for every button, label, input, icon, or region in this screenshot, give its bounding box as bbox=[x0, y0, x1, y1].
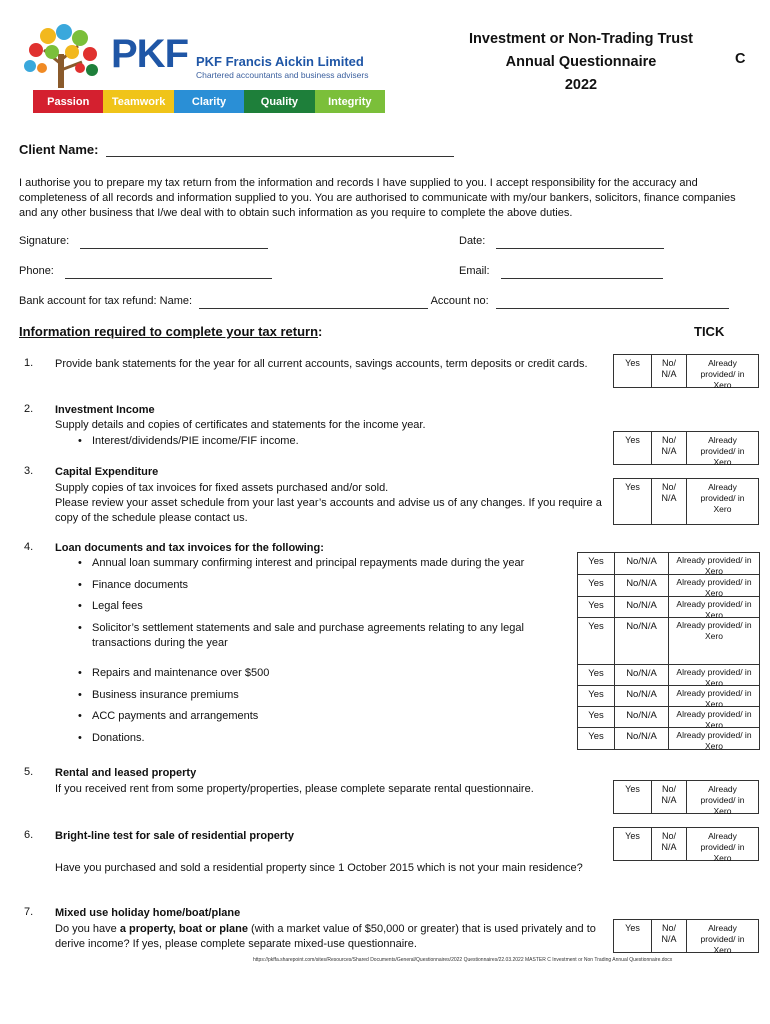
item-6-tick-boxes bbox=[613, 827, 759, 861]
tick-yes[interactable]: Yes bbox=[614, 355, 652, 387]
item-3-line-1: Supply copies of tax invoices for fixed assets purchased and/or sold. bbox=[55, 482, 389, 494]
footer-path: https://pkffa.sharepoint.com/sites/Resources/Shared Documents/General/Questionnaires/2022 Questionnaires/22.03.2022 MASTER C Investment or Non Trading Annual Questionnaire.docx bbox=[253, 957, 673, 963]
tick-already-provided[interactable]: Already provided/ in Xero bbox=[700, 831, 745, 863]
tree-logo-icon bbox=[22, 24, 100, 90]
tick-already-provided[interactable]: Already provided/ in Xero bbox=[700, 923, 745, 955]
value-teamwork: Teamwork bbox=[103, 90, 173, 113]
tick-already-provided[interactable]: Already provided/ in Xero bbox=[676, 688, 752, 709]
list-item: • Business insurance premiums bbox=[55, 688, 572, 703]
list-item: • Interest/dividends/PIE income/FIF income. bbox=[55, 434, 299, 449]
value-clarity: Clarity bbox=[174, 90, 244, 113]
date-row bbox=[459, 234, 664, 249]
item-6-text: Have you purchased and sold a residential property since 1 October 2015 which is not your main residence? bbox=[55, 862, 583, 874]
item-5-heading: Rental and leased property bbox=[55, 767, 197, 779]
item-5-tick-boxes bbox=[613, 780, 759, 814]
tick-yes[interactable]: Yes bbox=[578, 597, 615, 617]
account-no-label: Account no: bbox=[430, 295, 489, 307]
section-heading-colon: : bbox=[318, 324, 323, 339]
item-7-text: Do you have a property, boat or plane (with a market value of $50,000 or greater) that is used privately and to derive income? If yes, please complete separate mixed-use questionnaire. bbox=[55, 923, 596, 950]
document-title bbox=[440, 28, 722, 97]
tick-no[interactable]: No/ N/A bbox=[652, 432, 687, 464]
title-year: 2022 bbox=[564, 77, 598, 93]
value-passion: Passion bbox=[33, 90, 103, 113]
date-field[interactable] bbox=[496, 238, 664, 249]
tick-already-provided[interactable]: Already provided/ in Xero bbox=[676, 555, 752, 576]
tick-no[interactable]: No/N/A bbox=[615, 665, 669, 685]
tick-yes[interactable]: Yes bbox=[578, 686, 615, 706]
questionnaire-code: C bbox=[735, 51, 746, 67]
table-row bbox=[578, 707, 759, 728]
logo-brand: PKF bbox=[111, 32, 188, 76]
tick-no[interactable]: No/N/A bbox=[615, 575, 669, 596]
title-line-2: Annual Questionnaire bbox=[505, 54, 657, 70]
item-5-number: 5. bbox=[24, 766, 34, 778]
authorisation-text: I authorise you to prepare my tax return from the information and records I have supplied to you. I accept responsibility for the accuracy and completeness of all records and information supplied to you. You are authorised to communicate with my/our bankers, solicitors, finance companies and any other business that I/we deal with to obtain such information as you require to complete the above duties. bbox=[19, 177, 736, 219]
item-2-tick-boxes bbox=[613, 431, 759, 465]
tick-yes[interactable]: Yes bbox=[578, 618, 615, 664]
tick-no[interactable]: No/ N/A bbox=[652, 355, 687, 387]
table-row bbox=[578, 553, 759, 575]
tick-no[interactable]: No/N/A bbox=[615, 597, 669, 617]
list-item: • Annual loan summary confirming interest and principal repayments made during the year bbox=[55, 556, 612, 571]
tick-yes[interactable]: Yes bbox=[578, 665, 615, 685]
tick-heading: TICK bbox=[694, 324, 725, 339]
tick-already-provided[interactable]: Already provided/ in Xero bbox=[676, 577, 752, 598]
item-3-line-2: Please review your asset schedule from your last year’s accounts and advise us of any changes. If you require a copy of the schedule please contact us. bbox=[55, 497, 602, 524]
item-2-text: Supply details and copies of certificates and statements for the income year. bbox=[55, 419, 426, 431]
value-integrity: Integrity bbox=[315, 90, 385, 113]
item-3-number: 3. bbox=[24, 465, 34, 477]
tick-no[interactable]: No/ N/A bbox=[652, 781, 687, 813]
table-row bbox=[578, 597, 759, 618]
item-6-heading: Bright-line test for sale of residential property bbox=[55, 830, 294, 842]
tick-no[interactable]: No/ N/A bbox=[652, 920, 687, 952]
item-1-tick-boxes bbox=[613, 354, 759, 388]
tick-no[interactable]: No/N/A bbox=[615, 553, 669, 574]
table-row bbox=[578, 686, 759, 707]
client-name-label: Client Name: bbox=[19, 142, 99, 157]
tick-no[interactable]: No/N/A bbox=[615, 707, 669, 727]
tick-no[interactable]: No/N/A bbox=[615, 728, 669, 749]
item-4-number: 4. bbox=[24, 541, 34, 553]
tick-yes[interactable]: Yes bbox=[578, 707, 615, 727]
tick-yes[interactable]: Yes bbox=[614, 479, 652, 524]
title-line-1: Investment or Non-Trading Trust bbox=[469, 31, 693, 47]
tick-no[interactable]: No/ N/A bbox=[652, 828, 687, 860]
item-6-number: 6. bbox=[24, 829, 34, 841]
list-item: • Repairs and maintenance over $500 bbox=[55, 666, 572, 681]
item-2-number: 2. bbox=[24, 403, 34, 415]
tick-already-provided[interactable]: Already provided/ in Xero bbox=[676, 709, 752, 730]
signature-row bbox=[19, 234, 268, 249]
bank-row bbox=[19, 294, 729, 309]
list-item: • Finance documents bbox=[55, 578, 572, 593]
tick-already-provided[interactable]: Already provided/ in Xero bbox=[700, 358, 745, 390]
tick-already-provided[interactable]: Already provided/ in Xero bbox=[676, 599, 752, 620]
table-row bbox=[578, 728, 759, 749]
signature-label: Signature: bbox=[19, 235, 70, 247]
email-label: Email: bbox=[459, 265, 490, 277]
item-5-text: If you received rent from some property/properties, please complete separate rental questionnaire. bbox=[55, 783, 534, 795]
tick-no[interactable]: No/ N/A bbox=[652, 479, 687, 524]
tick-yes[interactable]: Yes bbox=[578, 728, 615, 749]
email-field[interactable] bbox=[501, 268, 663, 279]
tick-already-provided[interactable]: Already provided/ in Xero bbox=[676, 730, 752, 751]
tick-yes[interactable]: Yes bbox=[578, 553, 615, 574]
item-1-text: Provide bank statements for the year for all current accounts, savings accounts, term deposits or credit cards. bbox=[55, 358, 588, 370]
tick-no[interactable]: No/N/A bbox=[615, 686, 669, 706]
client-name-row bbox=[19, 142, 454, 157]
client-name-field[interactable] bbox=[106, 144, 454, 157]
tick-yes[interactable]: Yes bbox=[578, 575, 615, 596]
bank-name-field[interactable] bbox=[199, 298, 428, 309]
tick-already-provided[interactable]: Already provided/ in Xero bbox=[676, 667, 752, 688]
item-7-heading: Mixed use holiday home/boat/plane bbox=[55, 907, 241, 919]
phone-field[interactable] bbox=[65, 268, 272, 279]
tick-yes[interactable]: Yes bbox=[614, 920, 652, 952]
account-no-field[interactable] bbox=[496, 298, 729, 309]
item-3-tick-boxes bbox=[613, 478, 759, 525]
table-row bbox=[578, 575, 759, 597]
section-heading bbox=[19, 324, 322, 339]
tick-yes[interactable]: Yes bbox=[614, 828, 652, 860]
phone-label: Phone: bbox=[19, 265, 54, 277]
signature-field[interactable] bbox=[80, 238, 268, 249]
tick-yes[interactable]: Yes bbox=[614, 781, 652, 813]
tick-already-provided[interactable]: Already provided/ in Xero bbox=[700, 784, 745, 816]
item-4-tick-grid bbox=[577, 552, 760, 750]
item-7-tick-boxes bbox=[613, 919, 759, 953]
list-item: • ACC payments and arrangements bbox=[55, 709, 572, 724]
list-item: • Solicitor’s settlement statements and sale and purchase agreements relating to any legal transactions during the year bbox=[55, 621, 582, 651]
list-item: • Legal fees bbox=[55, 599, 572, 614]
list-item: • Donations. bbox=[55, 731, 572, 746]
section-heading-text: Information required to complete your tax return bbox=[19, 324, 319, 339]
item-3-heading: Capital Expenditure bbox=[55, 466, 159, 478]
table-row bbox=[578, 665, 759, 686]
firm-name: PKF Francis Aickin Limited bbox=[196, 54, 364, 69]
date-label: Date: bbox=[459, 235, 486, 247]
firm-tagline: Chartered accountants and business advisers bbox=[196, 70, 369, 80]
brand-values-bar bbox=[33, 90, 385, 113]
tick-already-provided[interactable]: Already provided/ in Xero bbox=[700, 482, 745, 514]
tick-already-provided[interactable]: Already provided/ in Xero bbox=[676, 620, 752, 641]
bank-name-label: Bank account for tax refund: Name: bbox=[19, 295, 193, 307]
item-7-number: 7. bbox=[24, 906, 34, 918]
table-row bbox=[578, 618, 759, 665]
value-quality: Quality bbox=[244, 90, 314, 113]
tick-already-provided[interactable]: Already provided/ in Xero bbox=[700, 435, 745, 467]
email-row bbox=[459, 264, 663, 279]
item-1-number: 1. bbox=[24, 357, 34, 369]
tick-no[interactable]: No/N/A bbox=[615, 618, 669, 664]
item-4-heading: Loan documents and tax invoices for the following: bbox=[55, 542, 324, 554]
phone-row bbox=[19, 264, 272, 279]
item-2-heading: Investment Income bbox=[55, 404, 155, 416]
item-2-bullets bbox=[55, 434, 299, 449]
tick-yes[interactable]: Yes bbox=[614, 432, 652, 464]
